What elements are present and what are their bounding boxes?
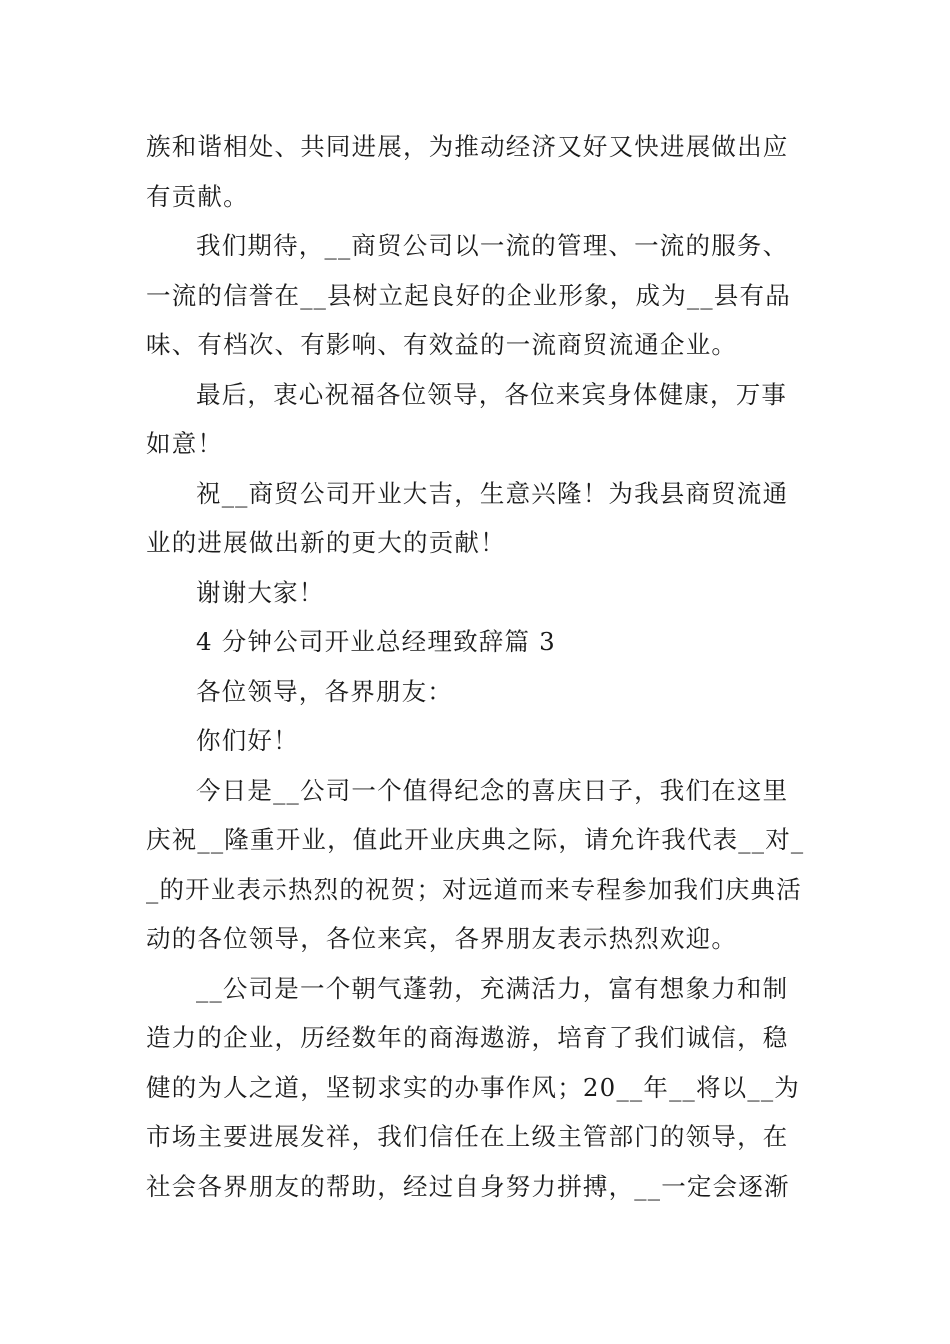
text-line: 今日是__公司一个值得纪念的喜庆日子，我们在这里 <box>196 775 789 805</box>
text-line: 动的各位领导，各位来宾，各界朋友表示热烈欢迎。 <box>146 924 738 953</box>
text-line: __公司是一个朝气蓬勃，充满活力，富有想象力和制 <box>196 973 789 1003</box>
text-line: 最后，衷心祝福各位领导，各位来宾身体健康，万事 <box>196 379 788 409</box>
text-line: 你们好！ <box>196 726 299 755</box>
section-heading: 4 分钟公司开业总经理致辞篇 3 <box>196 627 556 656</box>
text-line: 业的进展做出新的更大的贡献！ <box>146 528 506 557</box>
text-line: 我们期待，__商贸公司以一流的管理、一流的服务、 <box>196 231 789 260</box>
text-line: 有贡献。 <box>146 181 249 211</box>
text-line: 一流的信誉在__县树立起良好的企业形象，成为__县有品 <box>146 280 791 310</box>
text-line: 各位领导，各界朋友： <box>196 676 453 706</box>
text-line: 如意！ <box>146 429 224 458</box>
text-line: 谢谢大家！ <box>196 577 325 607</box>
text-line: 庆祝__隆重开业，值此开业庆典之际，请允许我代表__对_ <box>146 825 805 854</box>
text-line: 社会各界朋友的帮助，经过自身努力拼搏，__一定会逐渐 <box>146 1171 790 1201</box>
text-line: 市场主要进展发祥，我们信任在上级主管部门的领导，在 <box>146 1122 789 1151</box>
text-line: 祝__商贸公司开业大吉，生意兴隆！为我县商贸流通 <box>196 478 789 508</box>
text-line: 健的为人之道，坚韧求实的办事作风；20__年__将以__为 <box>146 1072 800 1102</box>
document-body <box>146 122 808 1211</box>
text-line: 味、有档次、有影响、有效益的一流商贸流通企业。 <box>146 330 738 359</box>
text-line: 造力的企业，历经数年的商海遨游，培育了我们诚信，稳 <box>146 1023 789 1052</box>
text-line: 族和谐相处、共同进展，为推动经济又好又快进展做出应 <box>146 132 789 161</box>
text-line: _的开业表示热烈的祝贺；对远道而来专程参加我们庆典活 <box>146 874 802 904</box>
